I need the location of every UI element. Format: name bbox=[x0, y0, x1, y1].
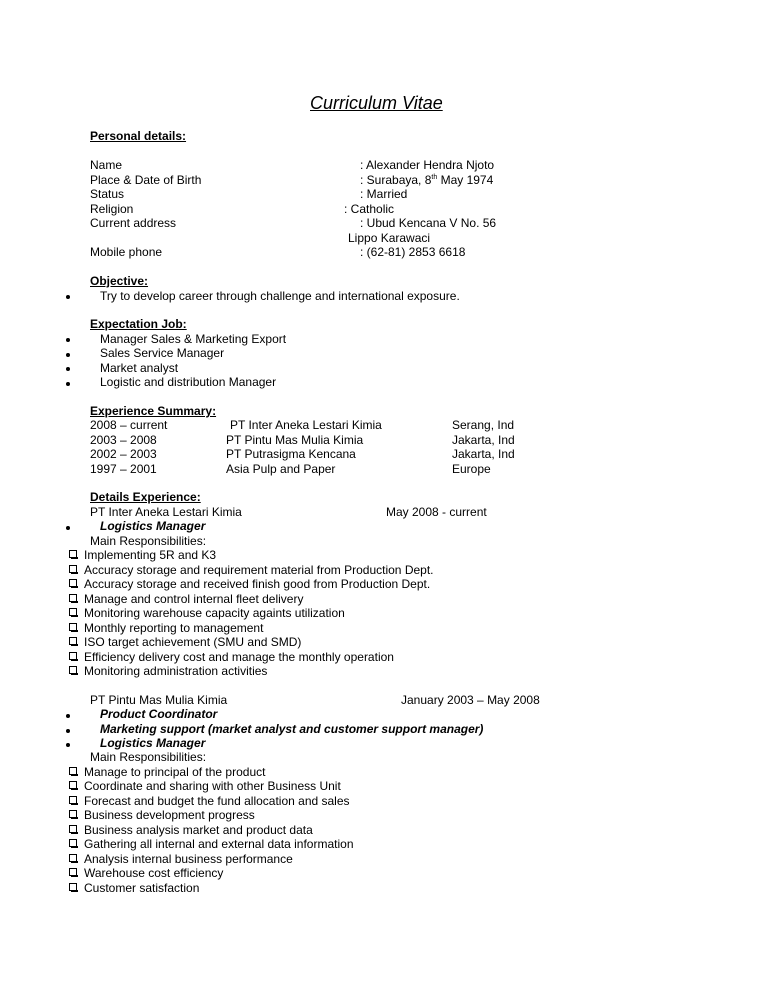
job2-responsibility: Gathering all internal and external data information bbox=[84, 837, 354, 851]
checkbox-icon bbox=[69, 839, 77, 847]
job1-responsibility: Accuracy storage and requirement material from Production Dept. bbox=[84, 563, 434, 577]
checkbox-icon bbox=[69, 594, 77, 602]
job2-responsibility: Forecast and budget the fund allocation and sales bbox=[84, 794, 350, 808]
bullet-icon bbox=[66, 743, 70, 747]
summary-period: 2002 – 2003 bbox=[90, 447, 157, 461]
birth-label: Place & Date of Birth bbox=[90, 173, 202, 187]
checkbox-icon bbox=[69, 565, 77, 573]
mobile-value: : (62-81) 2853 6618 bbox=[360, 245, 466, 259]
checkbox-icon bbox=[69, 608, 77, 616]
checkbox-icon bbox=[69, 868, 77, 876]
bullet-icon bbox=[66, 295, 70, 299]
bullet-icon bbox=[66, 353, 70, 357]
summary-location: Serang, Ind bbox=[452, 418, 515, 432]
details-experience-heading: Details Experience: bbox=[90, 490, 201, 504]
birth-value-sup: th bbox=[431, 174, 438, 181]
address-value-line2: Lippo Karawaci bbox=[348, 231, 431, 245]
name-label: Name bbox=[90, 158, 123, 172]
religion-value: : Catholic bbox=[344, 202, 395, 216]
summary-period: 2008 – current bbox=[90, 418, 168, 432]
summary-location: Jakarta, Ind bbox=[452, 433, 515, 447]
job1-responsibility: Monitoring warehouse capacity againts utilization bbox=[84, 606, 345, 620]
personal-details-heading: Personal details: bbox=[90, 129, 187, 143]
bullet-icon bbox=[66, 367, 70, 371]
birth-value bbox=[360, 173, 493, 187]
expectation-item: Market analyst bbox=[100, 361, 179, 375]
summary-company: Asia Pulp and Paper bbox=[226, 462, 336, 476]
address-label: Current address bbox=[90, 216, 177, 230]
job1-responsibility: Implementing 5R and K3 bbox=[84, 548, 217, 562]
job2-role: Marketing support (market analyst and customer support manager) bbox=[100, 722, 484, 736]
status-label: Status bbox=[90, 187, 125, 201]
religion-label: Religion bbox=[90, 202, 134, 216]
checkbox-icon bbox=[69, 767, 77, 775]
job1-responsibility: Accuracy storage and received finish good from Production Dept. bbox=[84, 577, 431, 591]
summary-location: Jakarta, Ind bbox=[452, 447, 515, 461]
expectation-item: Manager Sales & Marketing Export bbox=[100, 332, 287, 346]
checkbox-icon bbox=[69, 854, 77, 862]
checkbox-icon bbox=[69, 652, 77, 660]
job2-company: PT Pintu Mas Mulia Kimia bbox=[90, 693, 228, 707]
job1-responsibilities-label: Main Responsibilities: bbox=[90, 534, 207, 548]
job2-responsibilities-label: Main Responsibilities: bbox=[90, 750, 207, 764]
address-value: : Ubud Kencana V No. 56 bbox=[360, 216, 497, 230]
bullet-icon bbox=[66, 729, 70, 733]
mobile-label: Mobile phone bbox=[90, 245, 163, 259]
objective-heading: Objective: bbox=[90, 274, 149, 288]
checkbox-icon bbox=[69, 623, 77, 631]
checkbox-icon bbox=[69, 883, 77, 891]
checkbox-icon bbox=[69, 796, 77, 804]
job2-responsibility: Customer satisfaction bbox=[84, 881, 200, 895]
job2-responsibility: Business analysis market and product data bbox=[84, 823, 313, 837]
job2-role: Product Coordinator bbox=[100, 707, 218, 721]
objective-item: Try to develop career through challenge and international exposure. bbox=[100, 289, 460, 303]
checkbox-icon bbox=[69, 810, 77, 818]
bullet-icon bbox=[66, 714, 70, 718]
name-value: : Alexander Hendra Njoto bbox=[360, 158, 495, 172]
checkbox-icon bbox=[69, 637, 77, 645]
summary-period: 2003 – 2008 bbox=[90, 433, 157, 447]
checkbox-icon bbox=[69, 666, 77, 674]
job1-company: PT Inter Aneka Lestari Kimia bbox=[90, 505, 242, 519]
bullet-icon bbox=[66, 526, 70, 530]
job1-responsibility: Efficiency delivery cost and manage the monthly operation bbox=[84, 650, 394, 664]
checkbox-icon bbox=[69, 781, 77, 789]
job1-period: May 2008 - current bbox=[386, 505, 487, 519]
job2-responsibility: Warehouse cost efficiency bbox=[84, 866, 224, 880]
summary-location: Europe bbox=[452, 462, 491, 476]
summary-company: PT Pintu Mas Mulia Kimia bbox=[226, 433, 364, 447]
job2-responsibility: Analysis internal business performance bbox=[84, 852, 293, 866]
job2-role: Logistics Manager bbox=[100, 736, 206, 750]
summary-period: 1997 – 2001 bbox=[90, 462, 157, 476]
checkbox-icon bbox=[69, 825, 77, 833]
bullet-icon bbox=[66, 382, 70, 386]
job2-period: January 2003 – May 2008 bbox=[401, 693, 540, 707]
checkbox-icon bbox=[69, 550, 77, 558]
summary-company: PT Inter Aneka Lestari Kimia bbox=[230, 418, 382, 432]
checkbox-icon bbox=[69, 579, 77, 587]
experience-summary-heading: Experience Summary: bbox=[90, 404, 217, 418]
job2-responsibility: Manage to principal of the product bbox=[84, 765, 266, 779]
bullet-icon bbox=[66, 338, 70, 342]
job1-responsibility: ISO target achievement (SMU and SMD) bbox=[84, 635, 302, 649]
job1-responsibility: Manage and control internal fleet delivery bbox=[84, 592, 304, 606]
birth-value-post: May 1974 bbox=[437, 173, 494, 187]
expectation-item: Sales Service Manager bbox=[100, 346, 225, 360]
job1-responsibility: Monthly reporting to management bbox=[84, 621, 264, 635]
expectation-heading: Expectation Job: bbox=[90, 317, 187, 331]
expectation-item: Logistic and distribution Manager bbox=[100, 375, 277, 389]
job1-responsibility: Monitoring administration activities bbox=[84, 664, 268, 678]
birth-value-pre: : Surabaya, 8 bbox=[360, 173, 432, 187]
job1-role: Logistics Manager bbox=[100, 519, 206, 533]
job2-responsibility: Coordinate and sharing with other Business Unit bbox=[84, 779, 341, 793]
summary-company: PT Putrasigma Kencana bbox=[226, 447, 356, 461]
page-title: Curriculum Vitae bbox=[310, 93, 443, 113]
status-value: : Married bbox=[360, 187, 408, 201]
job2-responsibility: Business development progress bbox=[84, 808, 255, 822]
